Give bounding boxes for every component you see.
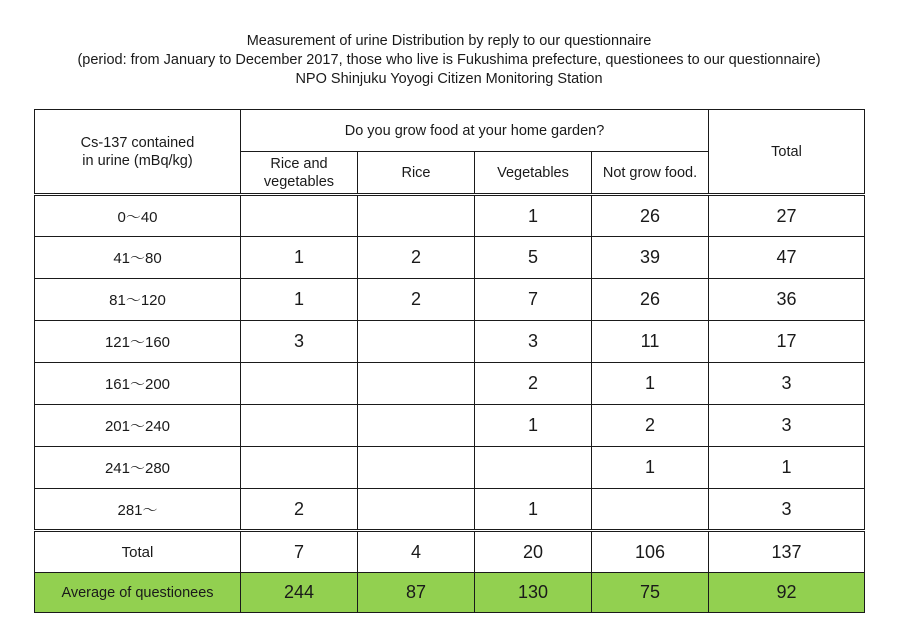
row-label: Total — [35, 531, 241, 573]
table-cell: 47 — [709, 237, 865, 279]
table-cell — [358, 363, 475, 405]
distribution-table — [34, 109, 865, 613]
table-cell: 39 — [592, 237, 709, 279]
row-header-line-1: Cs-137 contained — [80, 134, 195, 151]
title-line-2: (period: from January to December 2017, those who live is Fukushima prefecture, questionees to our questionnaire) — [77, 52, 821, 68]
table-cell: 3 — [709, 405, 865, 447]
table-row — [35, 321, 865, 363]
column-header-vegetables: Vegetables — [475, 152, 592, 195]
table-body — [35, 195, 865, 613]
table-cell: 106 — [592, 531, 709, 573]
table-cell: 7 — [241, 531, 358, 573]
table-cell — [241, 405, 358, 447]
table-cell: 11 — [592, 321, 709, 363]
table-cell: 1 — [241, 279, 358, 321]
table-cell: 2 — [358, 279, 475, 321]
table-cell: 130 — [475, 573, 592, 613]
table-cell: 75 — [592, 573, 709, 613]
table-cell: 3 — [475, 321, 592, 363]
title-line-1: Measurement of urine Distribution by reply to our questionnaire — [246, 33, 652, 49]
table-cell — [358, 321, 475, 363]
table-cell: 1 — [475, 489, 592, 531]
table-cell: 1 — [592, 363, 709, 405]
row-label: 201～240 — [35, 405, 241, 447]
column-header-not-grow-food: Not grow food. — [592, 152, 709, 195]
table-row — [35, 363, 865, 405]
table-cell: 20 — [475, 531, 592, 573]
table-cell: 2 — [358, 237, 475, 279]
table-cell — [241, 195, 358, 237]
table-cell — [358, 447, 475, 489]
table-cell: 244 — [241, 573, 358, 613]
table-cell: 4 — [358, 531, 475, 573]
table-cell — [241, 447, 358, 489]
row-label: 41～80 — [35, 237, 241, 279]
table-cell: 92 — [709, 573, 865, 613]
table-cell: 1 — [709, 447, 865, 489]
table-cell: 26 — [592, 195, 709, 237]
table-cell — [475, 447, 592, 489]
table-cell: 17 — [709, 321, 865, 363]
table-cell: 2 — [241, 489, 358, 531]
column-header-rice: Rice — [358, 152, 475, 195]
column-header-rice-and-vegetables — [241, 152, 358, 195]
group-header: Do you grow food at your home garden? — [241, 110, 709, 152]
table-row — [35, 447, 865, 489]
table-cell: 27 — [709, 195, 865, 237]
table-cell: 26 — [592, 279, 709, 321]
row-label: 281～ — [35, 489, 241, 531]
table-cell — [358, 489, 475, 531]
row-header-line-2: in urine (mBq/kg) — [82, 152, 193, 169]
column-header-line-1: Rice and — [270, 155, 328, 172]
total-row — [35, 531, 865, 573]
row-label: 0～40 — [35, 195, 241, 237]
row-label: 121～160 — [35, 321, 241, 363]
table-cell: 3 — [709, 363, 865, 405]
table-row — [35, 237, 865, 279]
row-label: 241～280 — [35, 447, 241, 489]
table-cell — [592, 489, 709, 531]
table-cell — [358, 195, 475, 237]
table-row — [35, 279, 865, 321]
table-cell: 1 — [475, 195, 592, 237]
table-cell: 7 — [475, 279, 592, 321]
table-cell: 2 — [475, 363, 592, 405]
table-row — [35, 489, 865, 531]
row-label: Average of questionees — [35, 573, 241, 613]
row-header-cell — [35, 110, 241, 195]
table-cell: 3 — [241, 321, 358, 363]
title-line-3: NPO Shinjuku Yoyogi Citizen Monitoring Station — [295, 71, 603, 87]
column-header-line-2: vegetables — [263, 173, 335, 190]
table-cell: 1 — [592, 447, 709, 489]
table-row — [35, 195, 865, 237]
table-cell — [241, 363, 358, 405]
chart-title-block — [0, 32, 898, 89]
table-cell — [358, 405, 475, 447]
table-cell: 1 — [475, 405, 592, 447]
table-cell: 137 — [709, 531, 865, 573]
table-cell: 87 — [358, 573, 475, 613]
table-cell: 1 — [241, 237, 358, 279]
row-label: 81～120 — [35, 279, 241, 321]
table-cell: 2 — [592, 405, 709, 447]
table-cell: 36 — [709, 279, 865, 321]
table-cell: 5 — [475, 237, 592, 279]
table-cell: 3 — [709, 489, 865, 531]
table-row — [35, 405, 865, 447]
total-column-header: Total — [709, 110, 865, 195]
row-label: 161～200 — [35, 363, 241, 405]
average-row — [35, 573, 865, 613]
